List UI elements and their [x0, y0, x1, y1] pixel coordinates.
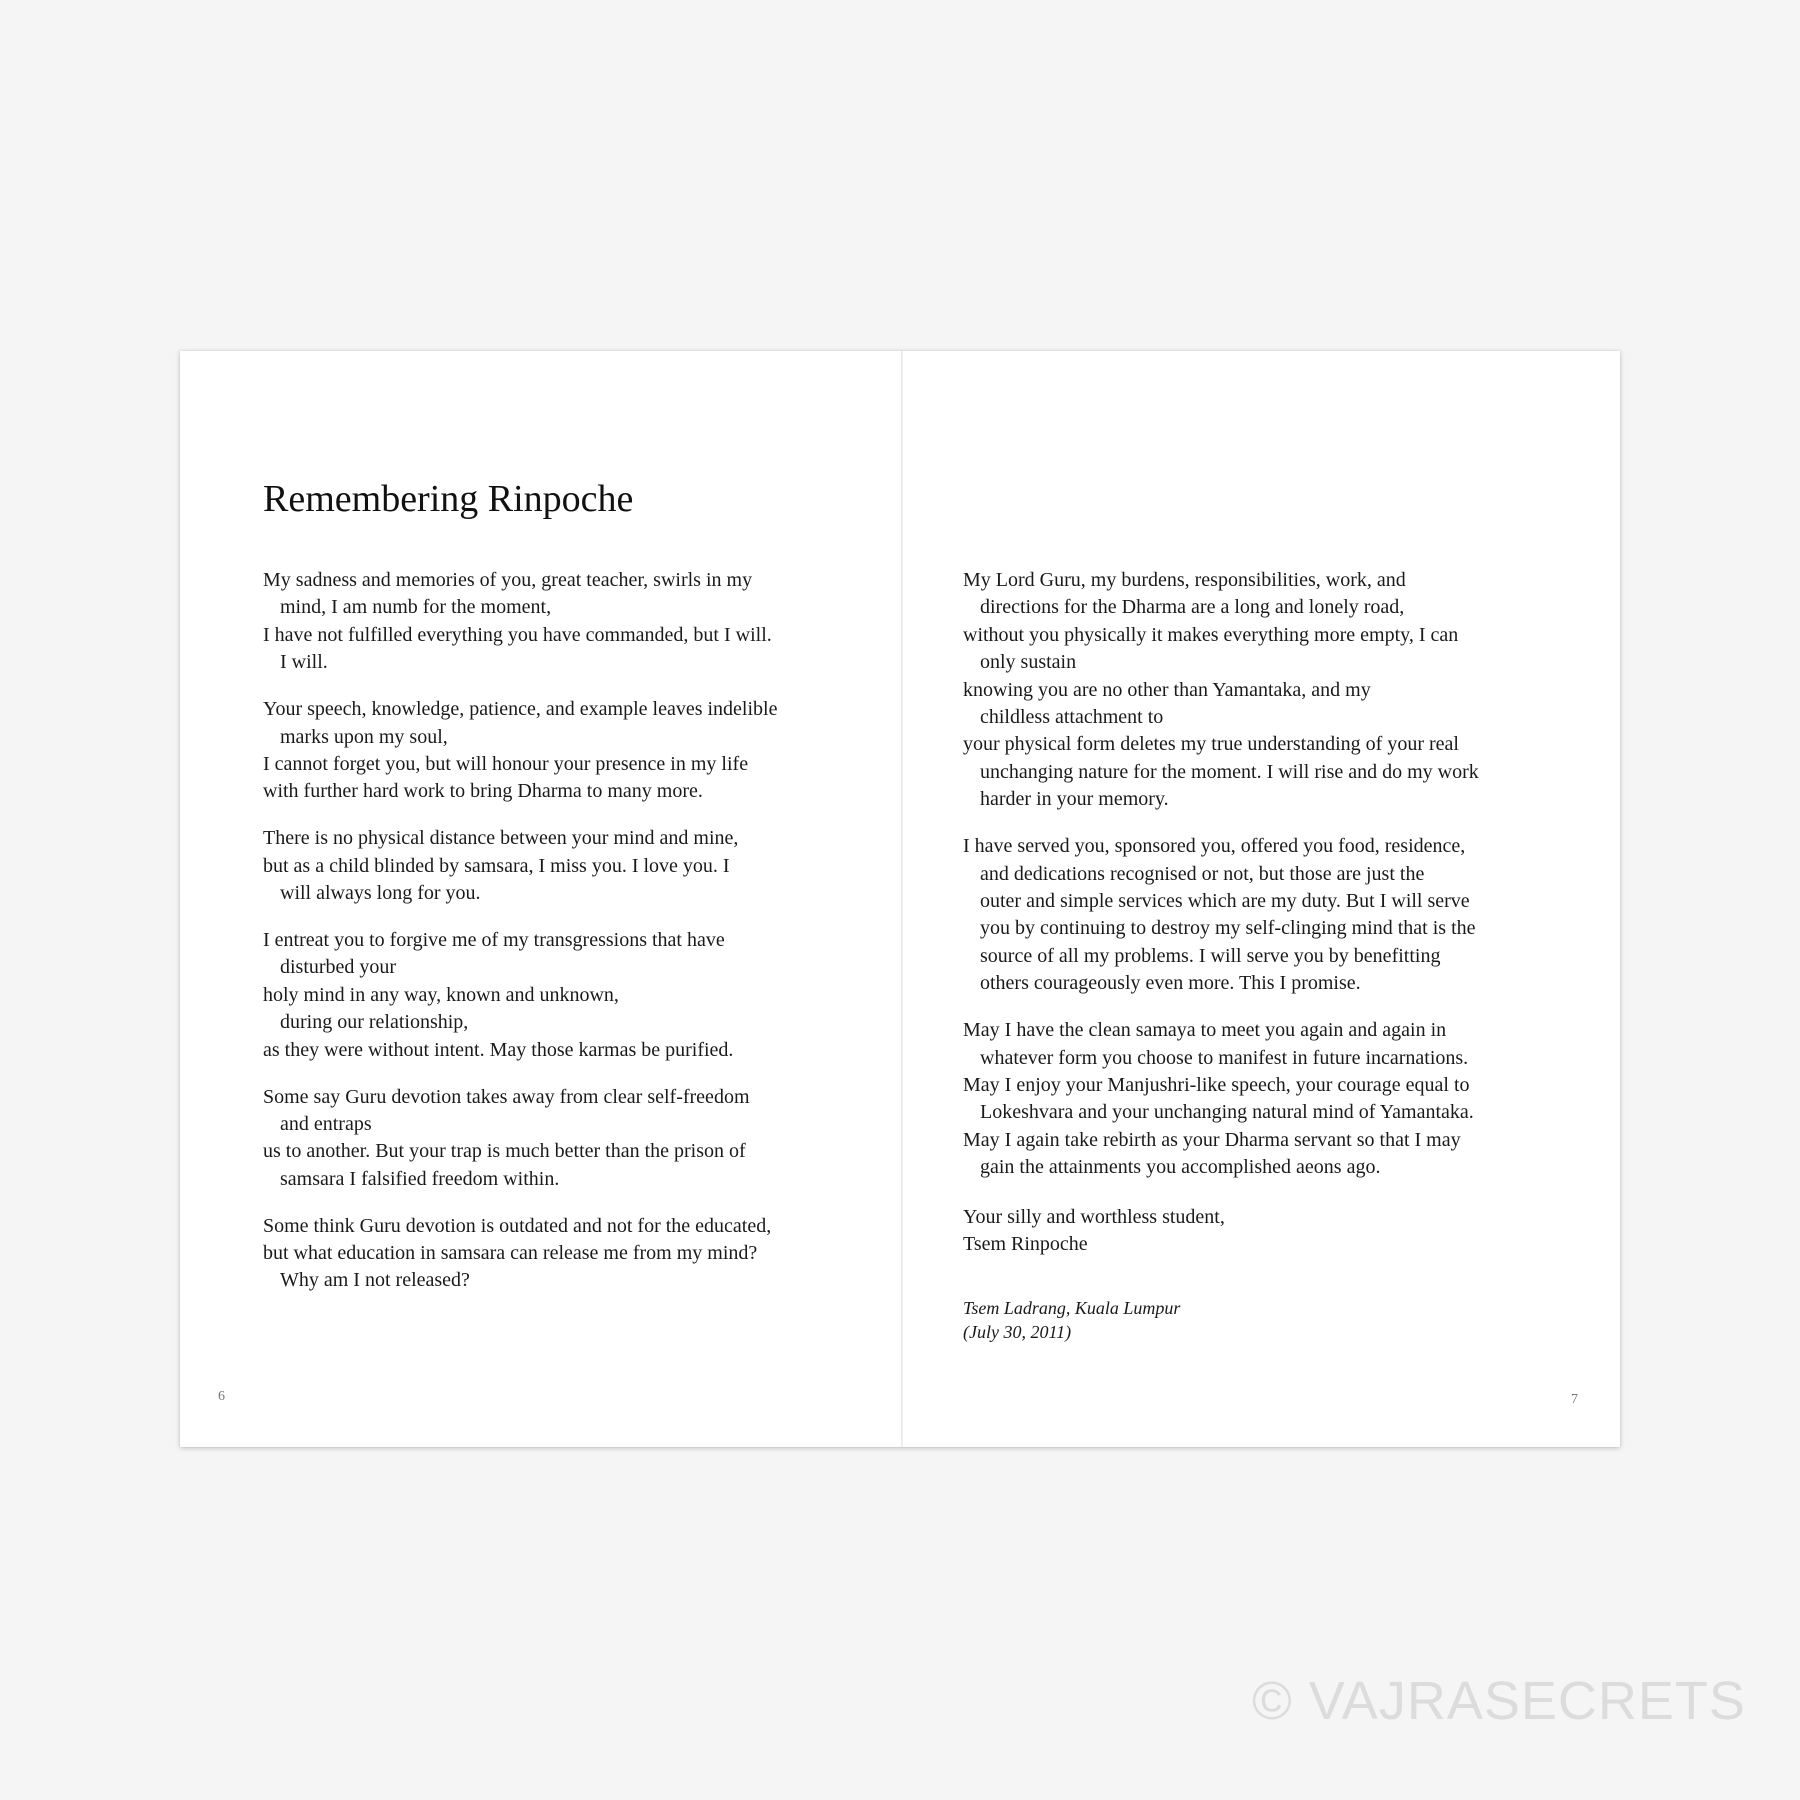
stanza [263, 1213, 863, 1295]
signature-name: Tsem Rinpoche [963, 1232, 1088, 1255]
stanza [263, 927, 863, 1064]
poem-line: May I again take rebirth as your Dharma servant so that I may [963, 1128, 1461, 1151]
stanza [263, 696, 863, 806]
poem-line: your physical form deletes my true understanding of your real [963, 733, 1459, 756]
poem-line: My sadness and memories of you, great teacher, swirls in my [263, 569, 753, 591]
place-date: (July 30, 2011) [963, 1322, 1072, 1343]
page-title: Remembering Rinpoche [263, 478, 634, 520]
stanza [263, 825, 863, 907]
place-date-block [963, 1296, 1563, 1344]
poem-line: childless attachment to [980, 706, 1164, 729]
poem-line: mind, I am numb for the moment, [280, 596, 552, 619]
poem-line: and dedications recognised or not, but those are just the [980, 862, 1425, 885]
poem-line: I cannot forget you, but will honour your presence in my life [263, 752, 749, 775]
book-spread [180, 351, 1620, 1447]
right-poem-body [963, 567, 1563, 1344]
poem-line: as they were without intent. May those karmas be purified. [263, 1038, 734, 1061]
page-number-right: 7 [1571, 1392, 1578, 1407]
poem-line: knowing you are no other than Yamantaka, and my [963, 678, 1371, 701]
poem-line: without you physically it makes everything more empty, I can [963, 623, 1459, 646]
poem-line: I will. [280, 651, 328, 674]
place-location: Tsem Ladrang, Kuala Lumpur [963, 1298, 1181, 1319]
poem-line: samsara I falsified freedom within. [280, 1167, 560, 1190]
right-page [903, 351, 1620, 1447]
poem-line: disturbed your [280, 956, 397, 979]
signature-block [963, 1204, 1563, 1259]
poem-line: gain the attainments you accomplished aeons ago. [980, 1156, 1381, 1179]
poem-line: but what education in samsara can release me from my mind? [263, 1242, 758, 1265]
stanza [263, 1084, 863, 1194]
poem-line: and entraps [280, 1112, 372, 1135]
poem-line: with further hard work to bring Dharma to many more. [263, 780, 703, 803]
poem-line: May I have the clean samaya to meet you again and again in [963, 1019, 1447, 1042]
poem-line: source of all my problems. I will serve you by benefitting [980, 944, 1441, 967]
poem-line: marks upon my soul, [280, 725, 448, 748]
right-stanza-list [963, 567, 1563, 1182]
poem-line: Some say Guru devotion takes away from clear self-freedom [263, 1085, 750, 1108]
stanza [963, 1017, 1563, 1181]
poem-line: will always long for you. [280, 882, 481, 905]
signature-closing: Your silly and worthless student, [963, 1205, 1225, 1228]
poem-line: outer and simple services which are my duty. But I will serve [980, 889, 1470, 912]
stanza [963, 833, 1563, 997]
poem-line: I have served you, sponsored you, offered you food, residence, [963, 835, 1466, 858]
poem-line: harder in your memory. [980, 788, 1169, 811]
poem-line: us to another. But your trap is much better than the prison of [263, 1140, 746, 1163]
poem-line: My Lord Guru, my burdens, responsibilities, work, and [963, 569, 1406, 591]
poem-line: whatever form you choose to manifest in future incarnations. [980, 1046, 1469, 1069]
poem-line: Lokeshvara and your unchanging natural mind of Yamantaka. [980, 1101, 1474, 1124]
poem-line: directions for the Dharma are a long and lonely road, [980, 596, 1405, 619]
stanza [263, 567, 863, 677]
poem-line: Some think Guru devotion is outdated and not for the educated, [263, 1214, 772, 1237]
watermark: © VAJRASECRETS [1252, 1671, 1746, 1731]
poem-line: others courageously even more. This I promise. [980, 972, 1361, 995]
poem-line: I have not fulfilled everything you have commanded, but I will. [263, 623, 772, 646]
left-page [180, 351, 901, 1447]
poem-line: Your speech, knowledge, patience, and example leaves indelible [263, 698, 778, 721]
poem-line: May I enjoy your Manjushri-like speech, your courage equal to [963, 1073, 1470, 1096]
poem-line: holy mind in any way, known and unknown, [263, 983, 619, 1006]
poem-line: you by continuing to destroy my self-clinging mind that is the [980, 917, 1476, 940]
page-number-left: 6 [218, 1389, 225, 1404]
poem-line: There is no physical distance between your mind and mine, [263, 827, 739, 850]
left-poem-body [263, 567, 863, 1314]
poem-line: during our relationship, [280, 1011, 469, 1034]
poem-line: but as a child blinded by samsara, I miss you. I love you. I [263, 854, 730, 877]
poem-line: I entreat you to forgive me of my transgressions that have [263, 928, 725, 951]
poem-line: only sustain [980, 651, 1077, 674]
stanza [963, 567, 1563, 814]
poem-line: Why am I not released? [280, 1269, 470, 1292]
poem-line: unchanging nature for the moment. I will rise and do my work [980, 760, 1479, 783]
